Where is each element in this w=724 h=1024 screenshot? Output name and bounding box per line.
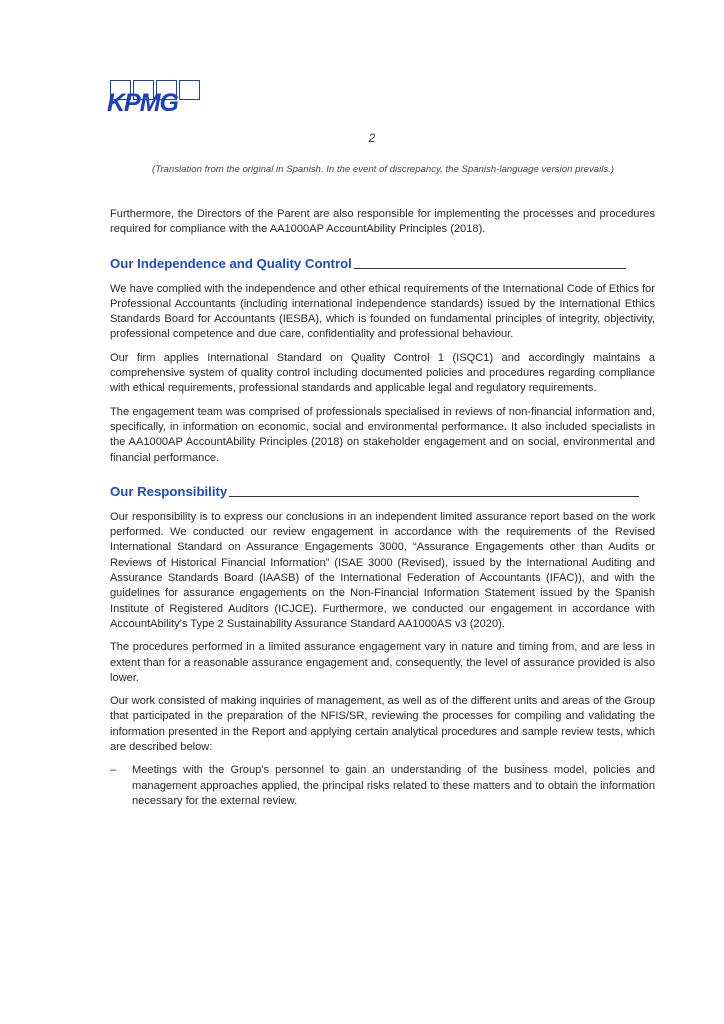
intro-paragraph: Furthermore, the Directors of the Parent are also responsible for implementing the processes and procedures required for compliance with the AA1000AP AccountAbility Principles (2018).: [110, 208, 655, 236]
paragraph: The engagement team was comprised of professionals specialised in reviews of non-financial information and, specifically, in information on economic, social and environmental performance. It also included specialists in the AA1000AP AccountAbility Principles (2018) on stakeholder engagement and on social, environmental and financial performance.: [110, 405, 655, 464]
procedures-list: [110, 763, 655, 809]
list-item-text: Meetings with the Group’s personnel to gain an understanding of the business model, policies and management approaches applied, the principal risks related to these matters and to obtain the information necessary for the external review.: [132, 764, 655, 807]
heading-rule: [354, 268, 626, 269]
kpmg-logo: [107, 80, 199, 116]
document-body: [110, 207, 655, 809]
bullet-dash: –: [110, 764, 117, 777]
paragraph: We have complied with the independence and other ethical requirements of the International Code of Ethics for Professional Accountants (including international independence standards) issued by the International Ethics Standards Board for Accountants (IESBA), which is founded on fundamental principles of integrity, objectivity, professional competence and due care, confidentiality and professional behaviour.: [110, 282, 655, 341]
heading-text: Our Responsibility: [110, 483, 228, 499]
paragraph: Our work consisted of making inquiries of management, as well as of the different units and areas of the Group that participated in the preparation of the NFIS/SR, reviewing the processes for compiling and validating the information presented in the Report and applying certain analytical procedures and sample review tests, which are described below:: [110, 695, 655, 754]
logo-box: [179, 80, 200, 100]
paragraph: The procedures performed in a limited assurance engagement vary in nature and timing from, and are less in extent than for a reasonable assurance engagement and, consequently, the level of assurance provided is also lower.: [110, 641, 655, 684]
list-item: [110, 763, 655, 809]
heading-text: Our Independence and Quality Control: [110, 255, 352, 271]
heading-rule: [229, 496, 639, 497]
section-heading-independence: [110, 256, 655, 272]
section-heading-responsibility: [110, 484, 655, 500]
translation-note: (Translation from the original in Spanish. In the event of discrepancy, the Spanish-language version prevails.): [152, 164, 614, 175]
paragraph: Our responsibility is to express our conclusions in an independent limited assurance report based on the work performed. We conducted our review engagement in accordance with the requirements of the Revised International Standard on Assurance Engagements 3000, “Assurance Engagements other than Audits or Reviews of Historical Financial Information” (ISAE 3000 (Revised), issued by the International Auditing and Assurance Standards Board (IAASB) of the International Federation of Accountants (IFAC)), and with the guidelines for assurance engagements on the Non-Financial Information Statement issued by the Spanish Institute of Registered Auditors (ICJCE). Furthermore, we conducted our engagement in accordance with AccountAbility’s Type 2 Sustainability Assurance Standard AA1000AS v3 (2020).: [110, 510, 655, 630]
page-number: 2: [368, 133, 376, 145]
paragraph: Our firm applies International Standard on Quality Control 1 (ISQC1) and accordingly maintains a comprehensive system of quality control including documented policies and procedures regarding compliance with ethical requirements, professional standards and applicable legal and regulatory requirements.: [110, 351, 655, 395]
logo-text: KPMG: [107, 89, 178, 117]
